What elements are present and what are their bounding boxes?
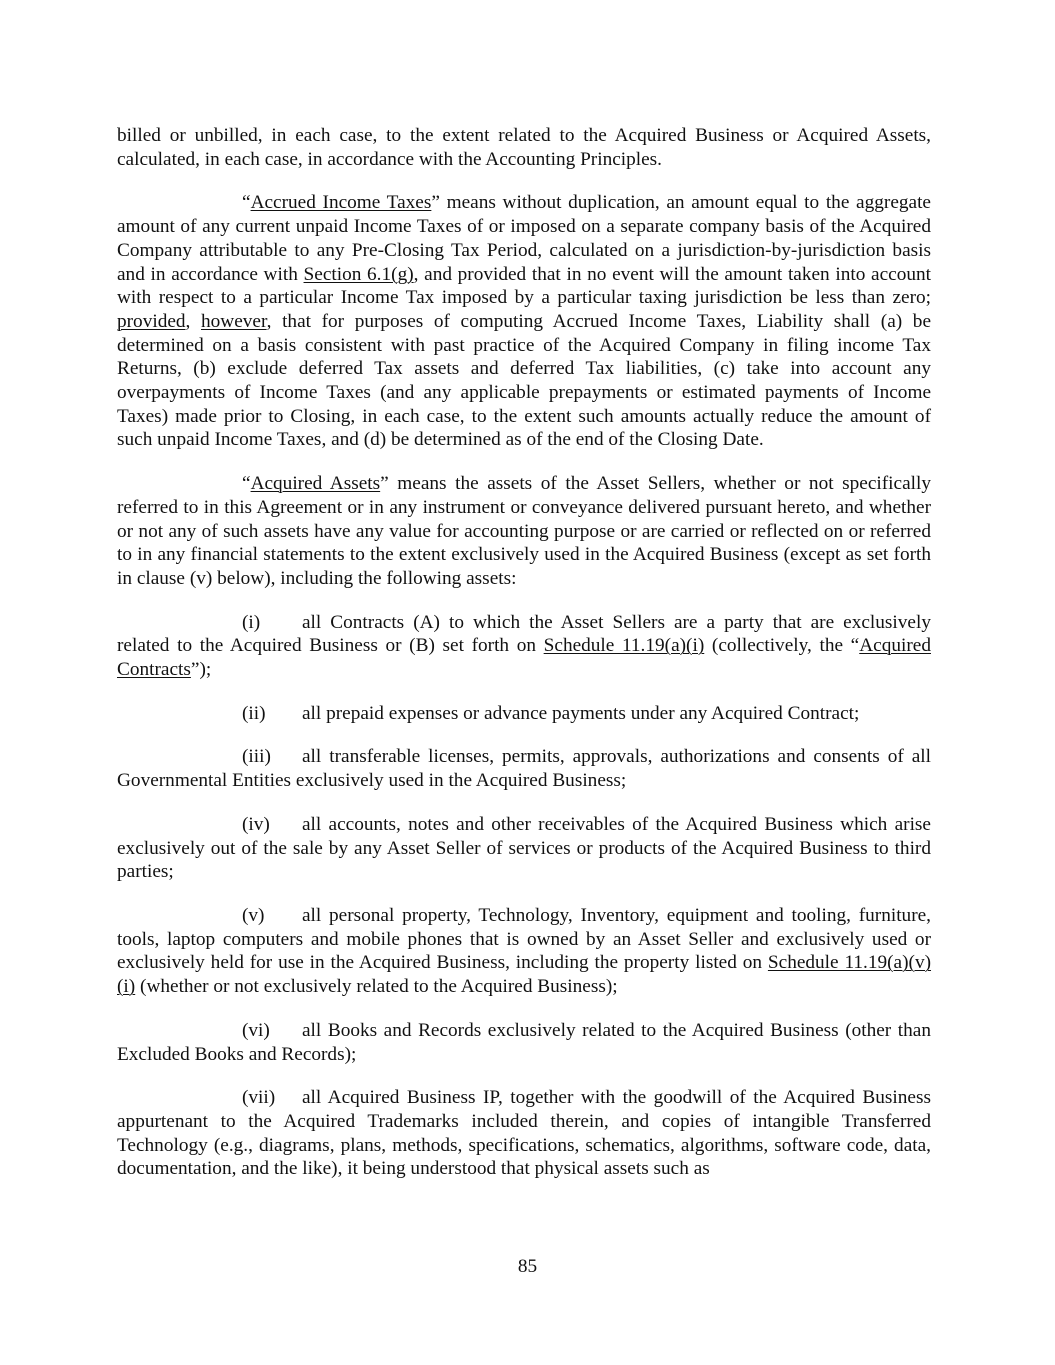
provided-term: provided — [117, 310, 186, 332]
list-item-vii: (vii) all Acquired Business IP, together with the goodwill of the Acquired Business appurtenant to the Acquired Trademarks included therein, and copies of intangible Transferred Technology (e.g., diagrams, plans, methods, specifications, schematics, algorithms, software code, data, documentation, and the like), it being understood that physical assets such as — [117, 1087, 931, 1180]
list-item-v: (v) all personal property, Technology, Inventory, equipment and tooling, furniture, tools, laptop computers and mobile phones that is owned by an Asset Seller and exclusively used or exclusively held for use in the Acquired Business, including the property listed on Schedule 11.19(a)(v)(i) (whether or not exclusively related to the Acquired Business); — [117, 904, 932, 998]
item-number: (i) — [242, 611, 261, 633]
definition-acquired-assets: “Acquired Assets” means the assets of the Asset Sellers, whether or not specifically referred to in this Agreement or in any instrument or conveyance delivered pursuant hereto, and whether or not any of such assets have any value for accounting purpose or are carried or reflected on or referred to in any financial statements to the extent exclusively used in the Acquired Business (except as set forth in clause (v) below), including the following assets: — [117, 473, 931, 589]
item-number: (iv) — [242, 813, 270, 835]
item-number: (vi) — [242, 1019, 270, 1041]
list-item-iii: (iii) all transferable licenses, permits, approvals, authorizations and consents of all Governmental Entities exclusively used in the Acquired Business; — [117, 746, 931, 792]
paragraph-continued: billed or unbilled, in each case, to the extent related to the Acquired Business or Acquired Assets, calculated, in each case, in accordance with the Accounting Principles. — [117, 125, 931, 170]
page-number: 85 — [517, 1256, 538, 1277]
cross-reference: Schedule 11.19(a)(i) — [543, 635, 705, 657]
item-number: (vii) — [242, 1087, 276, 1109]
document-body — [117, 124, 931, 1201]
cross-reference: Section 6.1(g) — [303, 263, 414, 285]
list-item-i: (i) all Contracts (A) to which the Asset Sellers are a party that are exclusively related to the Acquired Business or (B) set forth on Schedule 11.19(a)(i) (collectively, the “Acquired Contracts”); — [117, 611, 931, 681]
list-item-iv: (iv) all accounts, notes and other receivables of the Acquired Business which arise exclusively out of the sale by any Asset Seller of services or products of the Acquired Business to third parties; — [117, 813, 931, 883]
defined-term: Acquired Contracts — [117, 635, 931, 681]
definition-accrued-income-taxes: “Accrued Income Taxes” means without duplication, an amount equal to the aggregate amount of any current unpaid Income Taxes of or imposed on a separate company basis of the Acquired Company attributable to any Pre-Closing Tax Period, calculated on a jurisdiction-by-jurisdiction basis and in accordance with Section 6.1(g), and provided that in no event will the amount taken into account with respect to a particular Income Tax imposed by a particular taxing jurisdiction be less than zero; provided, however, that for purposes of computing Accrued Income Taxes, Liability shall (a) be determined on a basis consistent with past practice of the Acquired Company in filing income Tax Returns, (b) exclude deferred Tax assets and deferred Tax liabilities, (c) take into account any overpayments of Income Taxes (and any applicable prepayments or estimated payments of Income Taxes) made prior to Closing, in each case, to the extent such amounts actually reduce the amount of such unpaid Income Taxes, and (d) be determined as of the end of the Closing Date. — [117, 192, 932, 451]
defined-term: Accrued Income Taxes — [250, 192, 432, 214]
item-number: (v) — [242, 904, 265, 926]
list-item-vi: (vi) all Books and Records exclusively related to the Acquired Business (other than Excluded Books and Records); — [117, 1019, 931, 1065]
however-term: however — [201, 310, 267, 332]
item-number: (iii) — [242, 746, 271, 768]
cross-reference: Schedule 11.19(a)(v)(i) — [117, 952, 932, 998]
list-item-ii: (ii) all prepaid expenses or advance payments under any Acquired Contract; — [242, 702, 860, 724]
defined-term: Acquired Assets — [250, 473, 381, 495]
item-number: (ii) — [242, 702, 266, 724]
